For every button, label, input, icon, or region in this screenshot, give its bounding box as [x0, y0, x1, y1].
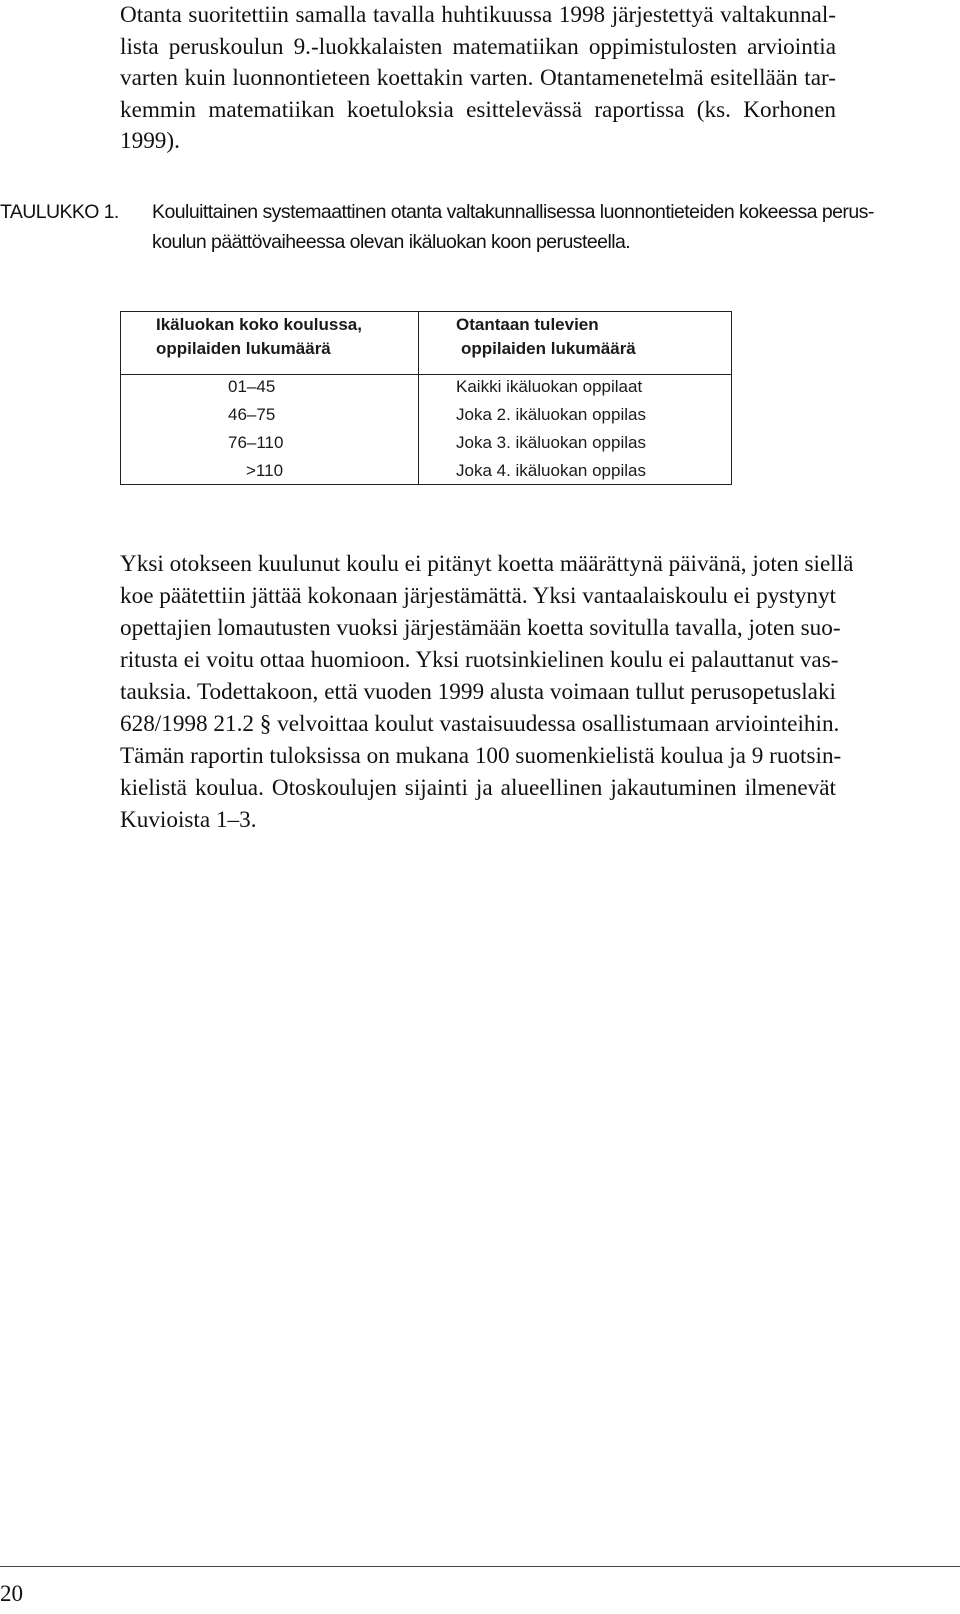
intro-line: 1999). [120, 128, 180, 155]
body-line: Yksi otokseen kuulunut koulu ei pitänyt koetta määrättynä päivänä, joten siellä [120, 551, 854, 577]
body-line: opettajien lomautusten vuoksi järjestämään koetta sovitulla tavalla, joten suo- [120, 615, 841, 641]
table-cell-rule: Kaikki ikäluokan oppilaat [456, 377, 643, 396]
body-line: Tämän raportin tuloksissa on mukana 100 suomenkielistä koulua ja 9 ruotsin- [120, 743, 842, 769]
body-line: Kuvioista 1–3. [120, 807, 257, 833]
table-caption-line: koulun päättövaiheessa olevan ikäluokan koon perusteella. [152, 231, 631, 253]
table-cell-rule: Joka 3. ikäluokan oppilas [456, 433, 646, 452]
body-line: tauksia. Todettakoon, että vuoden 1999 alusta voimaan tullut perusopetuslaki [120, 679, 836, 705]
body-line: kielistä koulua. Otoskoulujen sijainti ja alueellinen jakautuminen ilmenevät [120, 775, 836, 801]
table-column-divider [418, 311, 419, 485]
header-line: Otantaan tulevien [456, 315, 599, 334]
table-cell-size: 46–75 [228, 405, 276, 424]
intro-line: kemmin matematiikan koetuloksia esittelevässä raportissa (ks. Korhonen [120, 96, 836, 123]
table-cell-size: >110 [246, 461, 284, 480]
intro-line: lista peruskoulun 9.-luokkalaisten matematiikan oppimistulosten arviointia [120, 33, 836, 60]
table-caption-line: Kouluittainen systemaattinen otanta valtakunnallisessa luonnontieteiden kokeessa perus- [152, 201, 874, 223]
body-paragraph [120, 548, 854, 836]
table-cell-rule: Joka 2. ikäluokan oppilas [456, 405, 646, 424]
header-line: oppilaiden lukumäärä [461, 339, 636, 358]
body-line: koe päätettiin jättää kokonaan järjestämättä. Yksi vantaalaiskoulu ei pystynyt [120, 583, 836, 609]
body-line: ritusta ei voitu ottaa huomioon. Yksi ruotsinkielinen koulu ei palauttanut vas- [120, 647, 839, 673]
body-line: 628/1998 21.2 § velvoittaa koulut vastaisuudessa osallistumaan arviointeihin. [120, 711, 840, 737]
intro-line: varten kuin luonnontieteen koettakin varten. Otantamenetelmä esitellään tar- [120, 65, 836, 92]
table-cell-rule: Joka 4. ikäluokan oppilas [456, 461, 646, 480]
table-caption-text [152, 197, 874, 257]
table-header-sampled-count [456, 313, 636, 361]
table-header-school-size [156, 313, 362, 361]
header-line: Ikäluokan koko koulussa, [156, 315, 362, 334]
header-line: oppilaiden lukumäärä [156, 339, 331, 358]
intro-line: Otanta suoritettiin samalla tavalla huhtikuussa 1998 järjestettyä valtakunnal- [120, 2, 836, 28]
table-caption-label: TAULUKKO 1. [0, 201, 119, 223]
footer-rule [0, 1566, 960, 1567]
table-cell-size: 76–110 [228, 433, 284, 452]
page-number: 20 [0, 1581, 23, 1606]
table-cell-size: 01–45 [228, 377, 276, 396]
intro-paragraph [120, 0, 836, 158]
